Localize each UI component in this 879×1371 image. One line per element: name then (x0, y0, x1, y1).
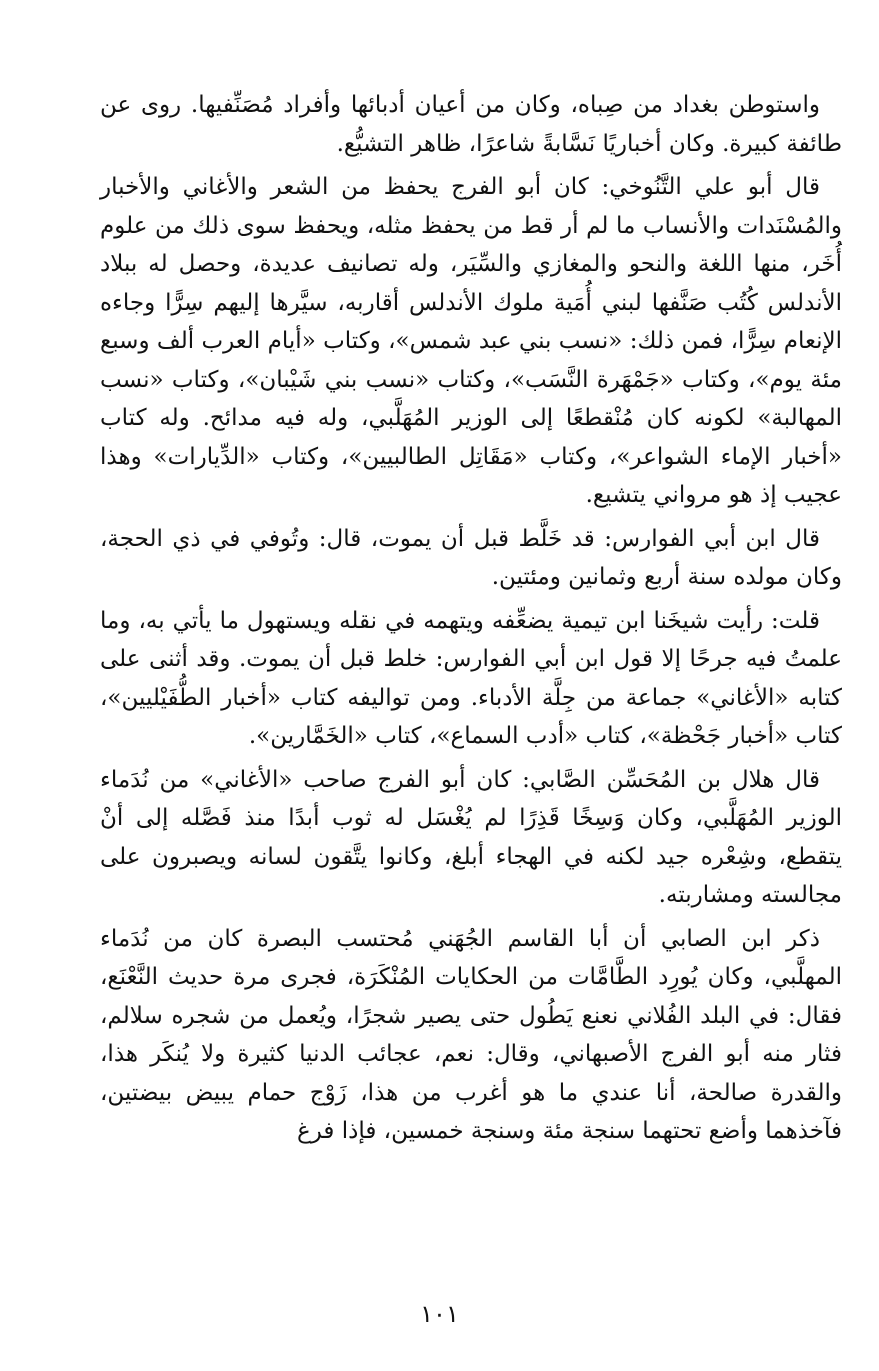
paragraph: واستوطن بغداد من صِباه، وكان من أعيان أدبائها وأفراد مُصَنِّفيها. روى عن طائفة كبيرة. وكان أخباريًا نَسَّابةً شاعرًا، ظاهر التشيُّع. (100, 92, 842, 157)
body-text (100, 86, 842, 1156)
paragraph: قلت: رأيت شيخَنا ابن تيمية يضعِّفه ويتهمه في نقله ويستهول ما يأتي به، وما علمتُ فيه جرحًا إلا قول ابن أبي الفوارس: خلط قبل أن يموت. وقد أثنى على كتابه «الأغاني» جماعة من جِلَّة الأدباء. ومن تواليفه كتاب «أخبار الطُّفَيْليين»، كتاب «أخبار جَحْظة»، كتاب «أدب السماع»، كتاب «الخَمَّارين». (100, 607, 842, 749)
page-number: ١٠١ (420, 1300, 459, 1328)
paragraph: ذكر ابن الصابي أن أبا القاسم الجُهَني مُحتسب البصرة كان من نُدَماء المهلَّبي، وكان يُورِد الطَّامَّات من الحكايات المُنْكَرَة، فجرى مرة حديث النَّعْنَع، فقال: في البلد الفُلاني نعنع يَطُول حتى يصير شجرًا، ويُعمل من شجره سلالم، فثار منه أبو الفرج الأصبهاني، وقال: نعم، عجائب الدنيا كثيرة ولا يُنكَر هذا، والقدرة صالحة، أنا عندي ما هو أغرب من هذا، زَوْج حمام يبيض بيضتين، فآخذهما وأضع تحتهما سنجة مئة وسنجة خمسين، فإذا فرغ (100, 925, 842, 1144)
paragraph: قال هلال بن المُحَسِّن الصَّابي: كان أبو الفرج صاحب «الأغاني» من نُدَماء الوزير المُهَلَّبي، وكان وَسِخًا قَذِرًا لم يُغْسَل له ثوب أبدًا منذ فَصَّله إلى أنْ يتقطع، وشِعْره جيد لكنه في الهجاء أبلغ، وكانوا يتَّقون لسانه ويصبرون على مجالسته ومشاربته. (100, 766, 842, 908)
paragraph: قال أبو علي التَّنُوخي: كان أبو الفرج يحفظ من الشعر والأغاني والأخبار والمُسْنَدات والأنساب ما لم أر قط من يحفظ مثله، ويحفظ سوى ذلك من علوم أُخَر، منها اللغة والنحو والمغازي والسِّيَر، وله تصانيف عديدة، وحصل له ببلاد الأندلس كُتُب صَنَّفها لبني أُمَية ملوك الأندلس أقاربه، سيَّرها إليهم سِرًّا وجاءه الإنعام سِرًّا، فمن ذلك: «نسب بني عبد شمس»، وكتاب «أيام العرب ألف وسبع مئة يوم»، وكتاب «جَمْهَرة النَّسَب»، وكتاب «نسب بني شَيْبان»، وكتاب «نسب المهالبة» لكونه كان مُنْقطعًا إلى الوزير المُهَلَّبي، وله فيه مدائح. وله كتاب «أخبار الإماء الشواعر»، وكتاب «مَقَاتِل الطالبيين»، وكتاب «الدِّيارات» وهذا عجيب إذ هو مرواني يتشيع. (100, 174, 842, 508)
paragraph: قال ابن أبي الفوارس: قد خَلَّط قبل أن يموت، قال: وتُوفي في ذي الحجة، وكان مولده سنة أربع وثمانين ومئتين. (100, 525, 842, 590)
